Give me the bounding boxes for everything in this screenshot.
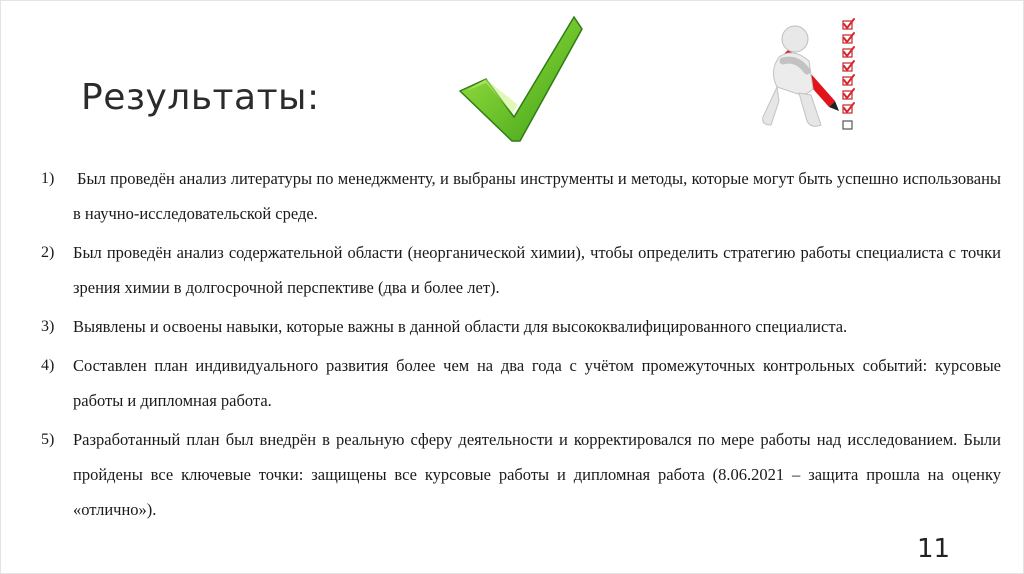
item-number: 4)	[41, 357, 55, 374]
list-item	[41, 348, 1001, 418]
list-item	[41, 235, 1001, 305]
item-text: Составлен план индивидуального развития более чем на два года с учётом промежуточных контрольных событий: курсовые работы и дипломная работа.	[73, 356, 1001, 410]
checkmark-icon	[456, 13, 586, 148]
item-number: 3)	[41, 318, 55, 335]
item-number: 1)	[41, 170, 55, 187]
list-item	[41, 161, 1001, 231]
item-number: 5)	[41, 431, 55, 448]
item-text: Был проведён анализ литературы по менеджменту, и выбраны инструменты и методы, которые могут быть успешно использованы в научно-исследовательской среде.	[73, 169, 1001, 223]
item-text: Был проведён анализ содержательной области (неорганической химии), чтобы определить стратегию работы специалиста с точки зрения химии в долгосрочной перспективе (два и более лет).	[73, 243, 1001, 297]
list-item	[41, 422, 1001, 527]
slide-title: Результаты:	[81, 77, 320, 118]
item-text: Разработанный план был внедрён в реальную сферу деятельности и корректировался по мере работы над исследованием. Были пройдены все ключевые точки: защищены все курсовые работы и дипломная работа (8.06.2021 – защита прошла на оценку «отлично»).	[73, 430, 1001, 519]
results-list	[41, 161, 1001, 531]
list-item	[41, 309, 1001, 344]
item-number: 2)	[41, 244, 55, 261]
page-number: 11	[917, 534, 951, 564]
figure-checklist-icon	[749, 17, 867, 137]
item-text: Выявлены и освоены навыки, которые важны в данной области для высококвалифицированного специалиста.	[73, 317, 848, 336]
